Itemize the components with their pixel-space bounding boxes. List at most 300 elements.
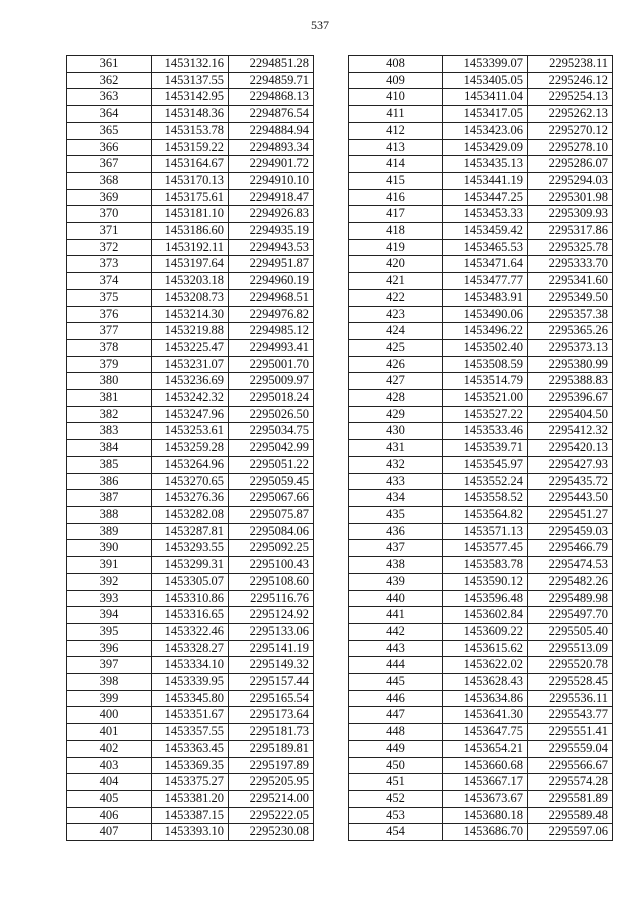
- x-coordinate-cell: 1453334.10: [152, 657, 229, 674]
- x-coordinate-cell: 1453447.25: [443, 189, 528, 206]
- y-coordinate-cell: 2295075.87: [229, 506, 314, 523]
- x-coordinate-cell: 1453527.22: [443, 406, 528, 423]
- y-coordinate-cell: 2295286.07: [528, 156, 613, 173]
- x-coordinate-cell: 1453328.27: [152, 640, 229, 657]
- table-row: [67, 356, 314, 373]
- table-row: [349, 206, 613, 223]
- x-coordinate-cell: 1453142.95: [152, 89, 229, 106]
- table-row: [67, 423, 314, 440]
- table-row: [349, 540, 613, 557]
- y-coordinate-cell: 2295246.12: [528, 72, 613, 89]
- table-row: [67, 189, 314, 206]
- x-coordinate-cell: 1453411.04: [443, 89, 528, 106]
- point-number-cell: 380: [67, 373, 152, 390]
- point-number-cell: 392: [67, 573, 152, 590]
- table-row: [349, 273, 613, 290]
- table-row: [67, 623, 314, 640]
- point-number-cell: 386: [67, 473, 152, 490]
- x-coordinate-cell: 1453465.53: [443, 239, 528, 256]
- point-number-cell: 408: [349, 56, 443, 73]
- x-coordinate-cell: 1453680.18: [443, 807, 528, 824]
- point-number-cell: 391: [67, 557, 152, 574]
- point-number-cell: 445: [349, 674, 443, 691]
- table-row: [349, 89, 613, 106]
- table-row: [67, 306, 314, 323]
- x-coordinate-cell: 1453345.80: [152, 690, 229, 707]
- table-row: [67, 89, 314, 106]
- y-coordinate-cell: 2295173.64: [229, 707, 314, 724]
- point-number-cell: 389: [67, 523, 152, 540]
- x-coordinate-cell: 1453533.46: [443, 423, 528, 440]
- y-coordinate-cell: 2294943.53: [229, 239, 314, 256]
- y-coordinate-cell: 2295466.79: [528, 540, 613, 557]
- point-number-cell: 366: [67, 139, 152, 156]
- point-number-cell: 374: [67, 273, 152, 290]
- x-coordinate-cell: 1453153.78: [152, 122, 229, 139]
- point-number-cell: 381: [67, 390, 152, 407]
- y-coordinate-cell: 2295238.11: [528, 56, 613, 73]
- table-row: [349, 623, 613, 640]
- table-row: [349, 339, 613, 356]
- y-coordinate-cell: 2295254.13: [528, 89, 613, 106]
- x-coordinate-cell: 1453596.48: [443, 590, 528, 607]
- y-coordinate-cell: 2295589.48: [528, 807, 613, 824]
- point-number-cell: 415: [349, 172, 443, 189]
- table-row: [67, 523, 314, 540]
- point-number-cell: 388: [67, 506, 152, 523]
- y-coordinate-cell: 2294935.19: [229, 223, 314, 240]
- y-coordinate-cell: 2294893.34: [229, 139, 314, 156]
- table-row: [349, 573, 613, 590]
- y-coordinate-cell: 2295026.50: [229, 406, 314, 423]
- x-coordinate-cell: 1453673.67: [443, 790, 528, 807]
- point-number-cell: 378: [67, 339, 152, 356]
- y-coordinate-cell: 2295301.98: [528, 189, 613, 206]
- point-number-cell: 422: [349, 289, 443, 306]
- table-row: [67, 373, 314, 390]
- point-number-cell: 427: [349, 373, 443, 390]
- y-coordinate-cell: 2295278.10: [528, 139, 613, 156]
- point-number-cell: 395: [67, 623, 152, 640]
- point-number-cell: 375: [67, 289, 152, 306]
- table-row: [349, 456, 613, 473]
- point-number-cell: 416: [349, 189, 443, 206]
- x-coordinate-cell: 1453571.13: [443, 523, 528, 540]
- x-coordinate-cell: 1453369.35: [152, 757, 229, 774]
- point-number-cell: 419: [349, 239, 443, 256]
- x-coordinate-cell: 1453175.61: [152, 189, 229, 206]
- table-row: [67, 573, 314, 590]
- table-row: [67, 106, 314, 123]
- point-number-cell: 452: [349, 790, 443, 807]
- table-row: [349, 807, 613, 824]
- point-number-cell: 398: [67, 674, 152, 691]
- x-coordinate-cell: 1453590.12: [443, 573, 528, 590]
- y-coordinate-cell: 2295482.26: [528, 573, 613, 590]
- y-coordinate-cell: 2295067.66: [229, 490, 314, 507]
- table-row: [349, 506, 613, 523]
- point-number-cell: 376: [67, 306, 152, 323]
- x-coordinate-cell: 1453214.30: [152, 306, 229, 323]
- y-coordinate-cell: 2294868.13: [229, 89, 314, 106]
- x-coordinate-cell: 1453634.86: [443, 690, 528, 707]
- x-coordinate-cell: 1453159.22: [152, 139, 229, 156]
- x-coordinate-cell: 1453641.30: [443, 707, 528, 724]
- y-coordinate-cell: 2295181.73: [229, 724, 314, 741]
- x-coordinate-cell: 1453282.08: [152, 506, 229, 523]
- table-row: [349, 707, 613, 724]
- y-coordinate-cell: 2295505.40: [528, 623, 613, 640]
- x-coordinate-cell: 1453393.10: [152, 824, 229, 841]
- point-number-cell: 383: [67, 423, 152, 440]
- y-coordinate-cell: 2294985.12: [229, 323, 314, 340]
- table-row: [349, 373, 613, 390]
- point-number-cell: 361: [67, 56, 152, 73]
- y-coordinate-cell: 2294876.54: [229, 106, 314, 123]
- x-coordinate-cell: 1453502.40: [443, 339, 528, 356]
- table-row: [349, 122, 613, 139]
- point-number-cell: 417: [349, 206, 443, 223]
- table-row: [349, 557, 613, 574]
- x-coordinate-cell: 1453441.19: [443, 172, 528, 189]
- y-coordinate-cell: 2295435.72: [528, 473, 613, 490]
- table-row: [349, 757, 613, 774]
- x-coordinate-cell: 1453435.13: [443, 156, 528, 173]
- point-number-cell: 402: [67, 740, 152, 757]
- point-number-cell: 369: [67, 189, 152, 206]
- y-coordinate-cell: 2295333.70: [528, 256, 613, 273]
- point-number-cell: 425: [349, 339, 443, 356]
- y-coordinate-cell: 2295325.78: [528, 239, 613, 256]
- x-coordinate-cell: 1453429.09: [443, 139, 528, 156]
- y-coordinate-cell: 2295528.45: [528, 674, 613, 691]
- y-coordinate-cell: 2294960.19: [229, 273, 314, 290]
- y-coordinate-cell: 2295042.99: [229, 440, 314, 457]
- y-coordinate-cell: 2295543.77: [528, 707, 613, 724]
- point-number-cell: 413: [349, 139, 443, 156]
- y-coordinate-cell: 2295373.13: [528, 339, 613, 356]
- y-coordinate-cell: 2295420.13: [528, 440, 613, 457]
- x-coordinate-cell: 1453514.79: [443, 373, 528, 390]
- point-number-cell: 367: [67, 156, 152, 173]
- table-row: [349, 139, 613, 156]
- table-row: [349, 390, 613, 407]
- x-coordinate-cell: 1453521.00: [443, 390, 528, 407]
- x-coordinate-cell: 1453363.45: [152, 740, 229, 757]
- point-number-cell: 438: [349, 557, 443, 574]
- point-number-cell: 428: [349, 390, 443, 407]
- x-coordinate-cell: 1453583.78: [443, 557, 528, 574]
- x-coordinate-cell: 1453686.70: [443, 824, 528, 841]
- x-coordinate-cell: 1453405.05: [443, 72, 528, 89]
- table-row: [67, 456, 314, 473]
- table-row: [67, 557, 314, 574]
- point-number-cell: 447: [349, 707, 443, 724]
- x-coordinate-cell: 1453667.17: [443, 774, 528, 791]
- table-row: [349, 490, 613, 507]
- y-coordinate-cell: 2295149.32: [229, 657, 314, 674]
- point-number-cell: 412: [349, 122, 443, 139]
- table-row: [67, 757, 314, 774]
- x-coordinate-cell: 1453181.10: [152, 206, 229, 223]
- y-coordinate-cell: 2295084.06: [229, 523, 314, 540]
- y-coordinate-cell: 2295412.32: [528, 423, 613, 440]
- table-row: [349, 607, 613, 624]
- y-coordinate-cell: 2294976.82: [229, 306, 314, 323]
- x-coordinate-cell: 1453305.07: [152, 573, 229, 590]
- x-coordinate-cell: 1453293.55: [152, 540, 229, 557]
- x-coordinate-cell: 1453322.46: [152, 623, 229, 640]
- table-row: [349, 156, 613, 173]
- page-number: 537: [311, 18, 329, 32]
- x-coordinate-cell: 1453242.32: [152, 390, 229, 407]
- table-row: [67, 724, 314, 741]
- table-row: [67, 223, 314, 240]
- point-number-cell: 414: [349, 156, 443, 173]
- table-row: [349, 306, 613, 323]
- point-number-cell: 437: [349, 540, 443, 557]
- y-coordinate-cell: 2295474.53: [528, 557, 613, 574]
- table-row: [67, 239, 314, 256]
- point-number-cell: 404: [67, 774, 152, 791]
- x-coordinate-cell: 1453577.45: [443, 540, 528, 557]
- table-row: [349, 724, 613, 741]
- x-coordinate-cell: 1453186.60: [152, 223, 229, 240]
- point-number-cell: 396: [67, 640, 152, 657]
- point-number-cell: 397: [67, 657, 152, 674]
- point-number-cell: 442: [349, 623, 443, 640]
- x-coordinate-cell: 1453316.65: [152, 607, 229, 624]
- y-coordinate-cell: 2295365.26: [528, 323, 613, 340]
- table-row: [349, 774, 613, 791]
- table-row: [67, 172, 314, 189]
- point-number-cell: 443: [349, 640, 443, 657]
- point-number-cell: 373: [67, 256, 152, 273]
- point-number-cell: 436: [349, 523, 443, 540]
- y-coordinate-cell: 2295009.97: [229, 373, 314, 390]
- point-number-cell: 399: [67, 690, 152, 707]
- table-row: [349, 323, 613, 340]
- table-row: [349, 106, 613, 123]
- point-number-cell: 403: [67, 757, 152, 774]
- y-coordinate-cell: 2294968.51: [229, 289, 314, 306]
- point-number-cell: 420: [349, 256, 443, 273]
- table-row: [67, 807, 314, 824]
- y-coordinate-cell: 2295380.99: [528, 356, 613, 373]
- x-coordinate-cell: 1453276.36: [152, 490, 229, 507]
- x-coordinate-cell: 1453615.62: [443, 640, 528, 657]
- x-coordinate-cell: 1453208.73: [152, 289, 229, 306]
- table-row: [349, 674, 613, 691]
- point-number-cell: 371: [67, 223, 152, 240]
- y-coordinate-cell: 2295581.89: [528, 790, 613, 807]
- point-number-cell: 449: [349, 740, 443, 757]
- point-number-cell: 431: [349, 440, 443, 457]
- table-row: [67, 690, 314, 707]
- point-number-cell: 439: [349, 573, 443, 590]
- y-coordinate-cell: 2295197.89: [229, 757, 314, 774]
- point-number-cell: 424: [349, 323, 443, 340]
- x-coordinate-cell: 1453539.71: [443, 440, 528, 457]
- y-coordinate-cell: 2294993.41: [229, 339, 314, 356]
- point-number-cell: 390: [67, 540, 152, 557]
- y-coordinate-cell: 2294859.71: [229, 72, 314, 89]
- x-coordinate-cell: 1453483.91: [443, 289, 528, 306]
- y-coordinate-cell: 2295357.38: [528, 306, 613, 323]
- table-row: [349, 423, 613, 440]
- x-coordinate-cell: 1453423.06: [443, 122, 528, 139]
- x-coordinate-cell: 1453236.69: [152, 373, 229, 390]
- table-row: [67, 339, 314, 356]
- x-coordinate-cell: 1453357.55: [152, 724, 229, 741]
- point-number-cell: 382: [67, 406, 152, 423]
- x-coordinate-cell: 1453660.68: [443, 757, 528, 774]
- y-coordinate-cell: 2295189.81: [229, 740, 314, 757]
- table-row: [67, 139, 314, 156]
- y-coordinate-cell: 2295262.13: [528, 106, 613, 123]
- table-row: [349, 473, 613, 490]
- table-row: [67, 122, 314, 139]
- y-coordinate-cell: 2295451.27: [528, 506, 613, 523]
- point-number-cell: 429: [349, 406, 443, 423]
- table-row: [67, 289, 314, 306]
- x-coordinate-cell: 1453387.15: [152, 807, 229, 824]
- point-number-cell: 385: [67, 456, 152, 473]
- table-row: [349, 72, 613, 89]
- x-coordinate-cell: 1453490.06: [443, 306, 528, 323]
- table-row: [67, 273, 314, 290]
- y-coordinate-cell: 2295427.93: [528, 456, 613, 473]
- point-number-cell: 434: [349, 490, 443, 507]
- table-row: [67, 206, 314, 223]
- y-coordinate-cell: 2295566.67: [528, 757, 613, 774]
- point-number-cell: 379: [67, 356, 152, 373]
- point-number-cell: 432: [349, 456, 443, 473]
- table-row: [67, 740, 314, 757]
- x-coordinate-cell: 1453203.18: [152, 273, 229, 290]
- y-coordinate-cell: 2295051.22: [229, 456, 314, 473]
- table-row: [67, 406, 314, 423]
- x-coordinate-cell: 1453602.84: [443, 607, 528, 624]
- table-row: [349, 523, 613, 540]
- point-number-cell: 451: [349, 774, 443, 791]
- table-row: [349, 690, 613, 707]
- point-number-cell: 430: [349, 423, 443, 440]
- table-row: [349, 172, 613, 189]
- table-row: [349, 657, 613, 674]
- point-number-cell: 406: [67, 807, 152, 824]
- table-row: [67, 774, 314, 791]
- point-number-cell: 370: [67, 206, 152, 223]
- point-number-cell: 441: [349, 607, 443, 624]
- x-coordinate-cell: 1453417.05: [443, 106, 528, 123]
- point-number-cell: 418: [349, 223, 443, 240]
- point-number-cell: 394: [67, 607, 152, 624]
- y-coordinate-cell: 2295270.12: [528, 122, 613, 139]
- y-coordinate-cell: 2295341.60: [528, 273, 613, 290]
- y-coordinate-cell: 2294851.28: [229, 56, 314, 73]
- point-number-cell: 387: [67, 490, 152, 507]
- x-coordinate-cell: 1453545.97: [443, 456, 528, 473]
- y-coordinate-cell: 2295001.70: [229, 356, 314, 373]
- point-number-cell: 405: [67, 790, 152, 807]
- table-row: [67, 440, 314, 457]
- y-coordinate-cell: 2295222.05: [229, 807, 314, 824]
- point-number-cell: 377: [67, 323, 152, 340]
- x-coordinate-cell: 1453399.07: [443, 56, 528, 73]
- table-row: [349, 740, 613, 757]
- x-coordinate-cell: 1453375.27: [152, 774, 229, 791]
- x-coordinate-cell: 1453137.55: [152, 72, 229, 89]
- y-coordinate-cell: 2295349.50: [528, 289, 613, 306]
- point-number-cell: 440: [349, 590, 443, 607]
- table-row: [349, 239, 613, 256]
- y-coordinate-cell: 2295317.86: [528, 223, 613, 240]
- x-coordinate-cell: 1453270.65: [152, 473, 229, 490]
- x-coordinate-cell: 1453253.61: [152, 423, 229, 440]
- x-coordinate-cell: 1453609.22: [443, 623, 528, 640]
- x-coordinate-cell: 1453264.96: [152, 456, 229, 473]
- point-number-cell: 401: [67, 724, 152, 741]
- x-coordinate-cell: 1453459.42: [443, 223, 528, 240]
- x-coordinate-cell: 1453192.11: [152, 239, 229, 256]
- point-number-cell: 426: [349, 356, 443, 373]
- x-coordinate-cell: 1453453.33: [443, 206, 528, 223]
- x-coordinate-cell: 1453148.36: [152, 106, 229, 123]
- table-row: [349, 640, 613, 657]
- point-number-cell: 363: [67, 89, 152, 106]
- point-number-cell: 450: [349, 757, 443, 774]
- coordinates-table-left: [66, 55, 314, 841]
- point-number-cell: 410: [349, 89, 443, 106]
- y-coordinate-cell: 2295443.50: [528, 490, 613, 507]
- table-row: [67, 824, 314, 841]
- y-coordinate-cell: 2295520.78: [528, 657, 613, 674]
- y-coordinate-cell: 2294884.94: [229, 122, 314, 139]
- x-coordinate-cell: 1453564.82: [443, 506, 528, 523]
- table-row: [349, 356, 613, 373]
- table-row: [67, 256, 314, 273]
- table-row: [67, 156, 314, 173]
- point-number-cell: 454: [349, 824, 443, 841]
- table-row: [67, 790, 314, 807]
- point-number-cell: 423: [349, 306, 443, 323]
- table-row: [67, 72, 314, 89]
- point-number-cell: 384: [67, 440, 152, 457]
- point-number-cell: 448: [349, 724, 443, 741]
- x-coordinate-cell: 1453197.64: [152, 256, 229, 273]
- table-row: [349, 824, 613, 841]
- point-number-cell: 409: [349, 72, 443, 89]
- x-coordinate-cell: 1453654.21: [443, 740, 528, 757]
- x-coordinate-cell: 1453299.31: [152, 557, 229, 574]
- point-number-cell: 453: [349, 807, 443, 824]
- table-row: [349, 440, 613, 457]
- x-coordinate-cell: 1453477.77: [443, 273, 528, 290]
- x-coordinate-cell: 1453310.86: [152, 590, 229, 607]
- x-coordinate-cell: 1453247.96: [152, 406, 229, 423]
- table-row: [67, 607, 314, 624]
- y-coordinate-cell: 2294951.87: [229, 256, 314, 273]
- x-coordinate-cell: 1453558.52: [443, 490, 528, 507]
- table-row: [67, 707, 314, 724]
- y-coordinate-cell: 2295497.70: [528, 607, 613, 624]
- y-coordinate-cell: 2295404.50: [528, 406, 613, 423]
- point-number-cell: 362: [67, 72, 152, 89]
- table-row: [349, 56, 613, 73]
- y-coordinate-cell: 2294918.47: [229, 189, 314, 206]
- y-coordinate-cell: 2294901.72: [229, 156, 314, 173]
